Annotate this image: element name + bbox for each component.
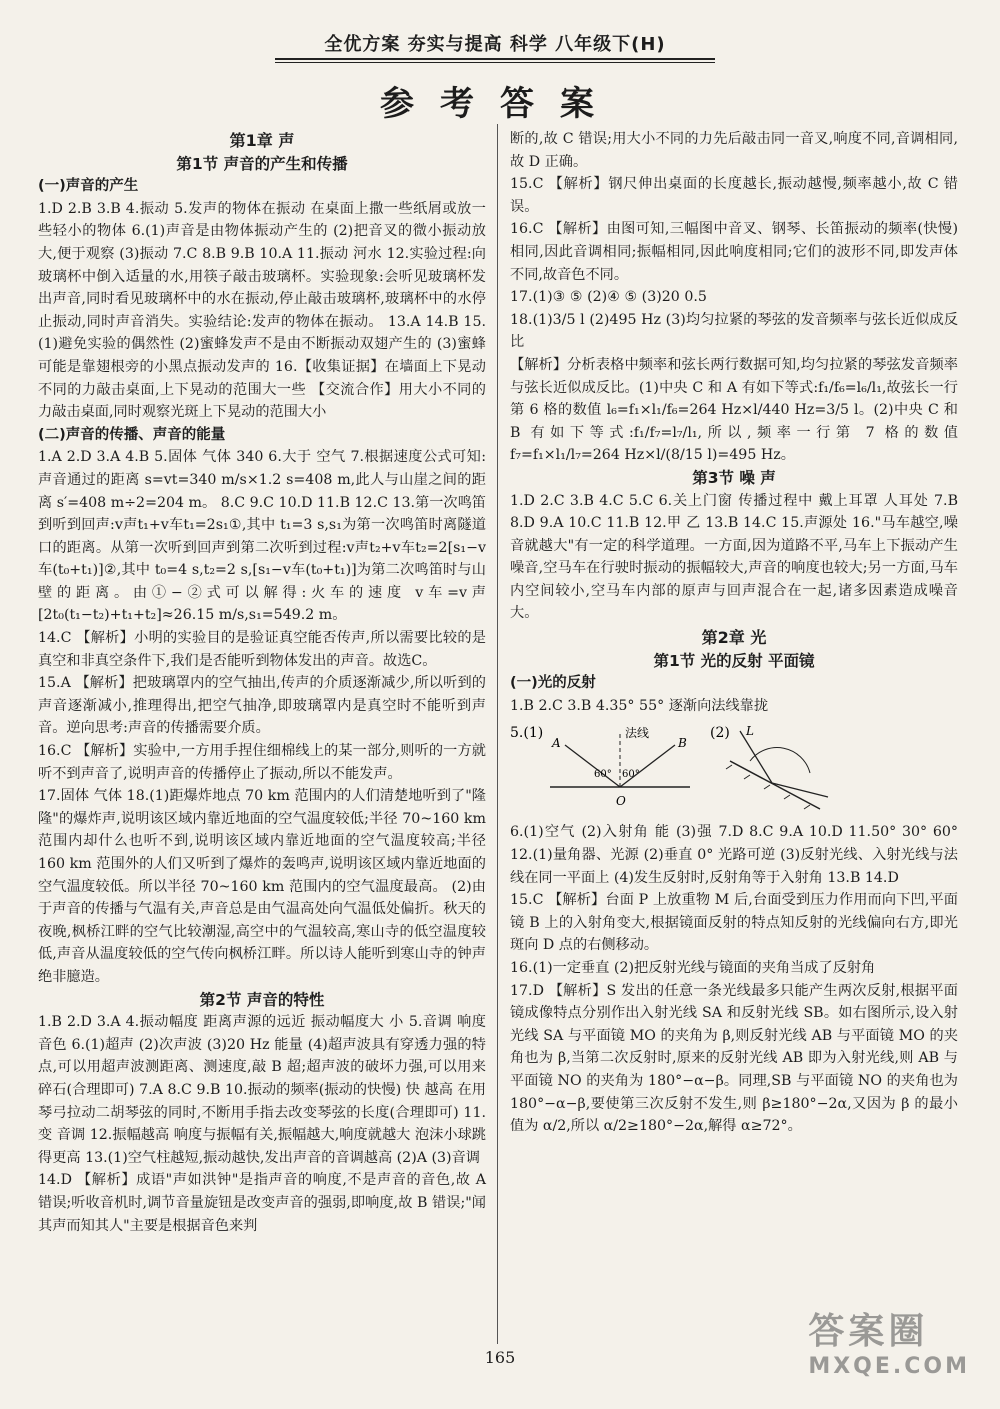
angle-label-1: 60° bbox=[594, 769, 612, 781]
section-4-heading: 第1节 光的反射 平面镜 bbox=[653, 651, 815, 670]
subsection-heading: (二)声音的传播、声音的能量 bbox=[38, 426, 226, 443]
page-title: 参考答案 bbox=[380, 84, 620, 124]
watermark-url: MXQE.COM bbox=[808, 1354, 970, 1379]
answer-paragraph: 1.B 2.C 3.B 4.35° 55° 逐渐向法线靠拢 bbox=[510, 697, 769, 714]
answer-paragraph: 14.D 【解析】成语"声如洪钟"是指声音的响度,不是声音的音色,故 A 错误;听收音机时,调节音量旋钮是改变声音的强弱,即响度,故 B 错误;"闻其声而知其人"主要是根据音色来判 bbox=[38, 1172, 486, 1234]
angle-label-2: 60° bbox=[622, 769, 640, 781]
fig-label-2: (2) bbox=[710, 725, 730, 742]
reflected-ray-2 bbox=[772, 783, 828, 797]
point-a-label: A bbox=[552, 736, 561, 751]
point-b-label: B bbox=[678, 736, 687, 751]
answer-paragraph: 15.A 【解析】把玻璃罩内的空气抽出,传声的介质逐渐减少,所以听到的声音逐渐减小,推理得出,把空气抽净,即玻璃罩内是真空时不能听到声音。逆向思考:声音的传播需要介质。 bbox=[38, 675, 486, 737]
header-rule-thin bbox=[275, 62, 715, 63]
answer-paragraph: 1.D 2.B 3.B 4.振动 5.发声的物体在振动 在桌面上撒一些纸屑或放一些轻小的物体 6.(1)声音是由物体振动产生的 (2)把音叉的微小振动放大,便于观察 (3)振动 7.C 8.B 9.B 10.A 11.振动 河水 12.实验过程:向玻璃杯中倒入适量的水,用筷子敲击玻璃杯。实验现象:会听见玻璃杯发出声音,同时看见玻璃杯中的水在振动,停止敲击玻璃杯,玻璃杯中的水停止振动,同时声音消失。实验结论:发声的物体在振动。 13.A 14.B 15.(1)避免实验的偶然性 (2)蜜蜂发声不是由不断振动双翅产生的 (3)蜜蜂可能是靠翅根旁的小黑点振动发声的 16.【收集证据】在墙面上下晃动不同的力敲击桌面,上下晃动的范围大一些 【交流合作】用大小不同的力敲击桌面,同时观察光斑上下晃动的范围大小 bbox=[38, 200, 486, 421]
answer-paragraph: 14.C 【解析】小明的实验目的是验证真空能否传声,所以需要比较的是真空和非真空条件下,我们是否能听到物体发出的声音。故选C。 bbox=[38, 630, 486, 669]
normal-label: 法线 bbox=[625, 726, 650, 741]
line-l-label: L bbox=[746, 724, 754, 739]
page-number: 165 bbox=[484, 1348, 516, 1367]
answer-paragraph: 17.固体 气体 18.(1)距爆炸地点 70 km 范围内的人们清楚地听到了"隆隆"的爆炸声,说明该区域内靠近地面的空气温度较低;半径 70~160 km 范围内却什么也听不到,说明该区域内靠近地面的空气温度较高;半径 160 km 范围外的人们又听到了爆炸的轰鸣声,说明该区域内靠近地面的空气温度较低。所以半径 70~160 km 范围内的空气温度最高。 (2)由于声音的传播与气温有关,声音总是由气温高处向气温低处偏折。秋天的夜晚,枫桥江畔的空气比较潮湿,高空中的气温较高,寒山寺的低空温度较低,声音从温度较低的空气传向枫桥江畔。所以诗人能听到寒山寺的钟声绝非臆造。 bbox=[38, 788, 486, 985]
hatch bbox=[804, 805, 810, 809]
column-divider bbox=[497, 124, 498, 1344]
answer-paragraph: 15.C 【解析】钢尺伸出桌面的长度越长,振动越慢,频率越小,故 C 错误。 bbox=[510, 176, 958, 215]
fig-label-1: 5.(1) bbox=[510, 725, 544, 742]
header-rule bbox=[275, 58, 715, 60]
hatch bbox=[764, 785, 770, 789]
answer-paragraph: 1.B 2.D 3.A 4.振动幅度 距离声源的远近 振动幅度大 小 5.音调 响度 音色 6.(1)超声 (2)次声波 (3)20 Hz 能量 (4)超声波具有穿透力强的特点,可以用超声波测距离、测速度,敲 B 超;超声波的破坏力强,可以用来碎石(合理即可) 7.A 8.C 9.B 10.振动的频率(振动的快慢) 快 越高 在用琴弓拉动二胡琴弦的同时,不断用手指去改变琴弦的长度(合理即可) 11.变 音调 12.振幅越高 响度与振幅有关,振幅越大,响度就越大 泡沫小球跳得更高 13.(1)空气柱越短,振动越快,发出声音的音调越高 (2)A (3)音调 bbox=[38, 1014, 486, 1166]
answer-paragraph: 【解析】分析表格中频率和弦长两行数据可知,均匀拉紧的琴弦发音频率与弦长近似成反比。(1)中央 C 和 A 有如下等式:f₁/f₆=l₆/l₁,故弦长一行第 6 格的数值 l₆=f₁×l₁/f₆=264 Hz×l/440 Hz=3/5 l。(2)中央 C 和 B 有如下等式:f₁/f₇=l₇/l₁,所以,频率一行第 7 格的数值 f₇=f₁×l₁/l₇=264 Hz×l/(8/15 l)=495 Hz。 bbox=[510, 356, 958, 464]
answer-paragraph: 17.(1)③ ⑤ (2)④ ⑤ (3)20 0.5 bbox=[510, 289, 707, 306]
section-2-heading: 第2节 声音的特性 bbox=[199, 990, 325, 1009]
answer-paragraph: 18.(1)3/5 l (2)495 Hz (3)均匀拉紧的琴弦的发音频率与弦长近似成反比 bbox=[510, 311, 958, 351]
answer-paragraph: 断的,故 C 错误;用大小不同的力先后敲击同一音叉,响度不同,音调相同,故 D 正确。 bbox=[510, 131, 958, 170]
reflection-figure bbox=[510, 721, 958, 817]
mirror-line-2 bbox=[730, 761, 820, 809]
reflected-ray bbox=[620, 745, 675, 787]
point-o-label: O bbox=[616, 794, 626, 809]
answer-paragraph: 1.D 2.C 3.B 4.C 5.C 6.关上门窗 传播过程中 戴上耳罩 人耳处 7.B 8.D 9.A 10.C 11.B 12.甲 乙 13.B 14.C 15.声源处 16."马车越空,噪音就越大"有一定的科学道理。一方面,因为道路不平,马车上下振动产生噪音,空马车在行驶时振动的振幅较大,声音的响度也较大;另一方面,马车内空间较小,空马车内部的原声与回声混合在一起,诸多因素造成噪音大。 bbox=[510, 492, 958, 622]
chapter-1-heading: 第1章 声 bbox=[229, 131, 295, 150]
hatch bbox=[726, 765, 732, 769]
watermark-logo bbox=[808, 1303, 970, 1379]
answer-paragraph: 15.C 【解析】台面 P 上放重物 M 后,台面受到压力作用而向下凹,平面镜 B 上的入射角变大,根据镜面反射的特点知反射的光线偏向右方,即光斑向 D 点的右侧移动。 bbox=[510, 892, 958, 954]
answer-paragraph: 16.C 【解析】由图可知,三幅图中音叉、钢琴、长笛振动的频率(快慢)相同,因此音调相同;振幅相同,因此响度相同;它们的波形不同,即发声体不同,故音色不同。 bbox=[510, 221, 958, 283]
incident-ray bbox=[565, 745, 620, 787]
reflection-diagram bbox=[510, 721, 958, 817]
answer-paragraph: 16.C 【解析】实验中,一方用手捏住细棉线上的某一部分,则听的一方就听不到声音了,说明声音的传播停止了振动,所以不能发声。 bbox=[38, 743, 486, 782]
answer-paragraph: 1.A 2.D 3.A 4.B 5.固体 气体 340 6.大于 空气 7.根据速度公式可知:声音通过的距离 s=vt=340 m/s×1.2 s=408 m,此人与山崖之间的距离 s′=408 m÷2=204 m。 8.C 9.C 10.D 11.B 12.C 13.第一次鸣笛到听到回声:v声t₁+v车t₁=2s₁①,其中 t₁=3 s,s₁为第一次鸣笛时离隧道口的距离。从第一次听到回声到第二次听到过程:v声t₂+v车t₂=2[s₁−v车(t₀+t₁)]②,其中 t₀=4 s,t₂=2 s,[s₁−v车(t₀+t₁)]为第二次鸣笛时与山壁的距离。由①−②式可以解得:火车的速度 v车=v声[2t₀(t₁−t₂)+t₁+t₂]≈26.15 m/s,s₁=549.2 m。 bbox=[38, 449, 486, 624]
right-column bbox=[510, 128, 958, 1138]
hatch bbox=[744, 775, 750, 779]
watermark-text: 答案圈 bbox=[808, 1311, 929, 1352]
chapter-2-heading: 第2章 光 bbox=[701, 628, 767, 648]
subsection-heading: (一)声音的产生 bbox=[38, 178, 139, 195]
hatch bbox=[784, 795, 790, 799]
section-3-heading: 第3节 噪 声 bbox=[692, 468, 776, 487]
answer-paragraph: 16.(1)一定垂直 (2)把反射光线与镜面的夹角当成了反射角 bbox=[510, 960, 876, 976]
subsection-heading: (一)光的反射 bbox=[510, 675, 596, 692]
answer-paragraph: 6.(1)空气 (2)入射角 能 (3)强 7.D 8.C 9.A 10.D 11.50° 30° 60° 12.(1)量角器、光源 (2)垂直 0° 光路可逆 (3)反射光线、入射光线与法线在同一平面上 (4)发生反射时,反射角等于入射角 13.B 14.D bbox=[510, 824, 958, 886]
book-header: 全优方案 夯实与提高 科学 八年级下(H) bbox=[324, 34, 666, 55]
section-1-heading: 第1节 声音的产生和传播 bbox=[176, 154, 348, 173]
answer-paragraph: 17.D 【解析】S 发出的任意一条光线最多只能产生两次反射,根据平面镜成像特点分别作出入射光线 SA 和反射光线 SB。如右图所示,设入射光线 SA 与平面镜 MO 的夹角为 β,则反射光线 AB 与平面镜 MO 的夹角也为 β,当第二次反射时,原来的反射光线 AB 即为入射光线,则 AB 与平面镜 NO 的夹角为 180°−α−β。同理,SB 与平面镜 NO 的夹角也为 180°−α−β,要使第三次反射不发生,则 β≥180°−2α,又因为 β 的最小值为 α/2,所以 α/2≥180°−2α,解得 α≥72°。 bbox=[510, 982, 958, 1135]
left-column bbox=[38, 128, 486, 1237]
protractor-arc bbox=[750, 748, 810, 773]
